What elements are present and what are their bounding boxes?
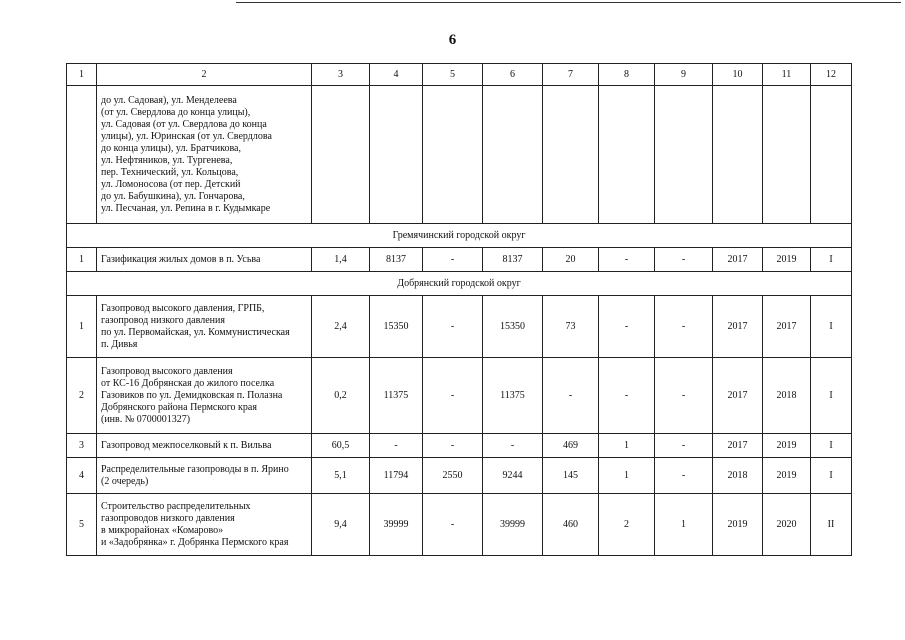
row-number-cell: 4 bbox=[67, 458, 97, 494]
header-cell: 7 bbox=[543, 64, 599, 86]
value-cell: - bbox=[655, 248, 713, 272]
value-cell: 145 bbox=[543, 458, 599, 494]
value-cell: 11794 bbox=[370, 458, 423, 494]
table-row bbox=[67, 494, 852, 556]
value-cell: 11375 bbox=[483, 358, 543, 434]
value-cell: - bbox=[599, 248, 655, 272]
year-end-cell: 2019 bbox=[763, 458, 811, 494]
description-line: (от ул. Свердлова до конца улицы), bbox=[101, 106, 251, 118]
value-cell: 8137 bbox=[370, 248, 423, 272]
description-line: (2 очередь) bbox=[101, 475, 149, 487]
stage-cell: II bbox=[811, 494, 852, 556]
year-end-cell: 2017 bbox=[763, 296, 811, 358]
description-line: и «Задобрянка» г. Добрянка Пермского края bbox=[101, 536, 289, 548]
value-cell: 1 bbox=[655, 494, 713, 556]
row-number-cell: 1 bbox=[67, 296, 97, 358]
header-cell: 9 bbox=[655, 64, 713, 86]
stage-cell: I bbox=[811, 296, 852, 358]
empty-cell bbox=[370, 86, 423, 224]
object-description-cell bbox=[97, 434, 312, 458]
description-line: Добрянского района Пермского края bbox=[101, 401, 257, 413]
top-rule bbox=[236, 2, 901, 3]
header-cell: 2 bbox=[97, 64, 312, 86]
row-number-cell bbox=[67, 86, 97, 224]
description-line: до конца улицы), ул. Братчикова, bbox=[101, 142, 241, 154]
value-cell: - bbox=[655, 296, 713, 358]
length-cell: 60,5 bbox=[312, 434, 370, 458]
description-line: от КС-16 Добрянская до жилого поселка bbox=[101, 377, 275, 389]
header-cell: 4 bbox=[370, 64, 423, 86]
description-line: ул. Ломоносова (от пер. Детский bbox=[101, 178, 241, 190]
description-line: ул. Нефтяников, ул. Тургенева, bbox=[101, 154, 233, 166]
description-line: до ул. Бабушкина), ул. Гончарова, bbox=[101, 190, 245, 202]
object-description-cell bbox=[97, 458, 312, 494]
table-row bbox=[67, 296, 852, 358]
length-cell: 2,4 bbox=[312, 296, 370, 358]
description-line: в микрорайонах «Комарово» bbox=[101, 524, 224, 536]
value-cell: - bbox=[655, 434, 713, 458]
value-cell: - bbox=[483, 434, 543, 458]
description-line: Газовиков по ул. Демидковская п. Полазна bbox=[101, 389, 283, 401]
empty-cell bbox=[713, 86, 763, 224]
value-cell: - bbox=[599, 296, 655, 358]
value-cell: - bbox=[423, 358, 483, 434]
empty-cell bbox=[312, 86, 370, 224]
object-description-cell bbox=[97, 358, 312, 434]
year-start-cell: 2018 bbox=[713, 458, 763, 494]
value-cell: - bbox=[423, 296, 483, 358]
row-number-cell: 2 bbox=[67, 358, 97, 434]
empty-cell bbox=[655, 86, 713, 224]
section-header-row bbox=[67, 272, 852, 296]
empty-cell bbox=[483, 86, 543, 224]
value-cell: 1 bbox=[599, 434, 655, 458]
length-cell: 5,1 bbox=[312, 458, 370, 494]
object-description-cell bbox=[97, 296, 312, 358]
value-cell: - bbox=[543, 358, 599, 434]
table-row bbox=[67, 248, 852, 272]
stage-cell: I bbox=[811, 434, 852, 458]
empty-cell bbox=[599, 86, 655, 224]
program-table bbox=[66, 63, 852, 556]
description-line: по ул. Первомайская, ул. Коммунистическая bbox=[101, 326, 290, 338]
section-header-row bbox=[67, 224, 852, 248]
description-line: (инв. № 0700001327) bbox=[101, 413, 191, 425]
empty-cell bbox=[543, 86, 599, 224]
year-end-cell: 2018 bbox=[763, 358, 811, 434]
header-cell: 3 bbox=[312, 64, 370, 86]
value-cell: 15350 bbox=[370, 296, 423, 358]
year-start-cell: 2019 bbox=[713, 494, 763, 556]
value-cell: - bbox=[655, 358, 713, 434]
length-cell: 0,2 bbox=[312, 358, 370, 434]
value-cell: 1 bbox=[599, 458, 655, 494]
row-number-cell: 3 bbox=[67, 434, 97, 458]
header-cell: 11 bbox=[763, 64, 811, 86]
value-cell: 2 bbox=[599, 494, 655, 556]
stage-cell: I bbox=[811, 248, 852, 272]
description-line: пер. Технический, ул. Кольцова, bbox=[101, 166, 239, 178]
year-end-cell: 2019 bbox=[763, 434, 811, 458]
length-cell: 9,4 bbox=[312, 494, 370, 556]
description-line: Газопровод высокого давления, ГРПБ, bbox=[101, 302, 265, 314]
description-line: п. Дивья bbox=[101, 338, 138, 350]
value-cell: 15350 bbox=[483, 296, 543, 358]
description-line: газопроводов низкого давления bbox=[101, 512, 235, 524]
table-row bbox=[67, 434, 852, 458]
year-start-cell: 2017 bbox=[713, 434, 763, 458]
page-number: 6 bbox=[448, 32, 457, 48]
section-title: Гремячинский городской округ bbox=[67, 224, 852, 248]
year-end-cell: 2020 bbox=[763, 494, 811, 556]
header-cell: 6 bbox=[483, 64, 543, 86]
description-line: улицы), ул. Юринская (от ул. Свердлова bbox=[101, 130, 272, 142]
value-cell: 460 bbox=[543, 494, 599, 556]
year-start-cell: 2017 bbox=[713, 358, 763, 434]
header-cell: 5 bbox=[423, 64, 483, 86]
value-cell: 20 bbox=[543, 248, 599, 272]
value-cell: 8137 bbox=[483, 248, 543, 272]
value-cell: 2550 bbox=[423, 458, 483, 494]
section-title: Добрянский городской округ bbox=[67, 272, 852, 296]
description-line: Газопровод межпоселковый к п. Вильва bbox=[101, 439, 272, 451]
header-cell: 12 bbox=[811, 64, 852, 86]
row-number-cell: 5 bbox=[67, 494, 97, 556]
description-line: ул. Песчаная, ул. Репина в г. Кудымкаре bbox=[101, 202, 271, 214]
year-start-cell: 2017 bbox=[713, 296, 763, 358]
empty-cell bbox=[423, 86, 483, 224]
description-line: Распределительные газопроводы в п. Ярино bbox=[101, 463, 289, 475]
value-cell: - bbox=[423, 494, 483, 556]
header-cell: 10 bbox=[713, 64, 763, 86]
stage-cell: I bbox=[811, 458, 852, 494]
description-line: Газификация жилых домов в п. Усьва bbox=[101, 253, 261, 265]
value-cell: - bbox=[599, 358, 655, 434]
empty-cell bbox=[811, 86, 852, 224]
description-line: ул. Садовая (от ул. Свердлова до конца bbox=[101, 118, 267, 130]
value-cell: 73 bbox=[543, 296, 599, 358]
table-row bbox=[67, 458, 852, 494]
value-cell: 39999 bbox=[483, 494, 543, 556]
object-description-cell bbox=[97, 494, 312, 556]
continuation-row bbox=[67, 86, 852, 224]
row-number-cell: 1 bbox=[67, 248, 97, 272]
value-cell: 469 bbox=[543, 434, 599, 458]
header-cell: 8 bbox=[599, 64, 655, 86]
description-line: газопровод низкого давления bbox=[101, 314, 225, 326]
value-cell: - bbox=[423, 434, 483, 458]
length-cell: 1,4 bbox=[312, 248, 370, 272]
empty-cell bbox=[763, 86, 811, 224]
value-cell: 9244 bbox=[483, 458, 543, 494]
object-description-cell bbox=[97, 248, 312, 272]
header-cell: 1 bbox=[67, 64, 97, 86]
description-line: до ул. Садовая), ул. Менделеева bbox=[101, 94, 237, 106]
description-line: Газопровод высокого давления bbox=[101, 365, 233, 377]
value-cell: 39999 bbox=[370, 494, 423, 556]
year-start-cell: 2017 bbox=[713, 248, 763, 272]
value-cell: - bbox=[370, 434, 423, 458]
value-cell: - bbox=[655, 458, 713, 494]
table-row bbox=[67, 358, 852, 434]
stage-cell: I bbox=[811, 358, 852, 434]
year-end-cell: 2019 bbox=[763, 248, 811, 272]
value-cell: - bbox=[423, 248, 483, 272]
header-row bbox=[67, 64, 852, 86]
description-line: Строительство распределительных bbox=[101, 500, 251, 512]
value-cell: 11375 bbox=[370, 358, 423, 434]
object-description-cell bbox=[97, 86, 312, 224]
